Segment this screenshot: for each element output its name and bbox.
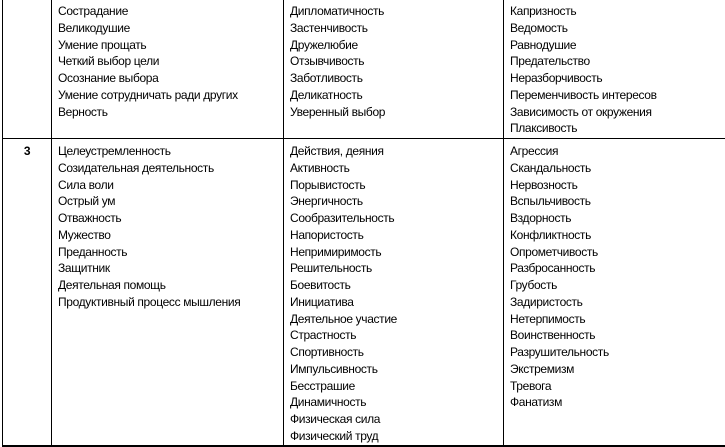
list-item: Физическая сила bbox=[290, 411, 503, 428]
list-item: Великодушие bbox=[58, 20, 283, 37]
list-item: Боевитость bbox=[290, 277, 503, 294]
list-item: Уверенный выбор bbox=[290, 104, 503, 121]
list-item: Активность bbox=[290, 160, 503, 177]
list-item: Непримиримость bbox=[290, 244, 503, 261]
list-item: Отзывчивость bbox=[290, 53, 503, 70]
list-item: Деятельная помощь bbox=[58, 277, 283, 294]
list-item: Инициатива bbox=[290, 294, 503, 311]
list-item: Нервозность bbox=[510, 177, 725, 194]
list-item: Застенчивость bbox=[290, 20, 503, 37]
list-item: Умение прощать bbox=[58, 37, 283, 54]
list-item: Верность bbox=[58, 104, 283, 121]
table-row bbox=[3, 0, 725, 139]
list-item: Умение сотрудничать ради других bbox=[58, 87, 283, 104]
negative-cell bbox=[504, 139, 725, 446]
list-item: Созидательная деятельность bbox=[58, 160, 283, 177]
qualities-table bbox=[2, 0, 725, 447]
row-number: 3 bbox=[3, 139, 52, 446]
list-item: Зависимость от окружения bbox=[510, 104, 725, 121]
list-item: Грубость bbox=[510, 277, 725, 294]
list-item: Капризность bbox=[510, 3, 725, 20]
list-item: Опрометчивость bbox=[510, 244, 725, 261]
list-item: Порывистость bbox=[290, 177, 503, 194]
list-item: Фанатизм bbox=[510, 394, 725, 411]
list-item: Энергичность bbox=[290, 193, 503, 210]
list-item: Воинственность bbox=[510, 327, 725, 344]
positive-cell bbox=[52, 139, 284, 446]
list-item: Плаксивость bbox=[510, 120, 725, 137]
list-item: Спортивность bbox=[290, 344, 503, 361]
list-item: Неразборчивость bbox=[510, 70, 725, 87]
list-item: Динамичность bbox=[290, 394, 503, 411]
list-item: Экстремизм bbox=[510, 361, 725, 378]
manifestation-cell bbox=[284, 0, 504, 139]
row-number bbox=[3, 0, 52, 139]
list-item: Решительность bbox=[290, 260, 503, 277]
list-item: Заботливость bbox=[290, 70, 503, 87]
list-item: Бесстрашие bbox=[290, 378, 503, 395]
list-item: Предательство bbox=[510, 53, 725, 70]
list-item: Переменчивость интересов bbox=[510, 87, 725, 104]
list-item: Ведомость bbox=[510, 20, 725, 37]
list-item: Задиристость bbox=[510, 294, 725, 311]
list-item: Продуктивный процесс мышления bbox=[58, 294, 283, 311]
list-item: Дипломатичность bbox=[290, 3, 503, 20]
list-item: Разрушительность bbox=[510, 344, 725, 361]
manifestation-cell bbox=[284, 139, 504, 446]
list-item: Скандальность bbox=[510, 160, 725, 177]
list-item: Напористость bbox=[290, 227, 503, 244]
list-item: Защитник bbox=[58, 260, 283, 277]
list-item: Сострадание bbox=[58, 3, 283, 20]
list-item: Физический труд bbox=[290, 428, 503, 445]
list-item: Равнодушие bbox=[510, 37, 725, 54]
list-item: Разбросанность bbox=[510, 260, 725, 277]
list-item: Нетерпимость bbox=[510, 311, 725, 328]
list-item: Конфликтность bbox=[510, 227, 725, 244]
list-item: Острый ум bbox=[58, 193, 283, 210]
list-item: Преданность bbox=[58, 244, 283, 261]
list-item: Деятельное участие bbox=[290, 311, 503, 328]
positive-cell bbox=[52, 0, 284, 139]
list-item: Импульсивность bbox=[290, 361, 503, 378]
list-item: Действия, деяния bbox=[290, 143, 503, 160]
table-row bbox=[3, 139, 725, 446]
list-item: Вздорность bbox=[510, 210, 725, 227]
list-item: Тревога bbox=[510, 378, 725, 395]
list-item: Мужество bbox=[58, 227, 283, 244]
list-item: Сила воли bbox=[58, 177, 283, 194]
list-item: Целеустремленность bbox=[58, 143, 283, 160]
list-item: Дружелюбие bbox=[290, 37, 503, 54]
negative-cell bbox=[504, 0, 725, 139]
list-item: Осознание выбора bbox=[58, 70, 283, 87]
list-item: Деликатность bbox=[290, 87, 503, 104]
list-item: Четкий выбор цели bbox=[58, 53, 283, 70]
list-item: Страстность bbox=[290, 327, 503, 344]
list-item: Отважность bbox=[58, 210, 283, 227]
list-item: Вспыльчивость bbox=[510, 193, 725, 210]
list-item: Сообразительность bbox=[290, 210, 503, 227]
list-item: Агрессия bbox=[510, 143, 725, 160]
